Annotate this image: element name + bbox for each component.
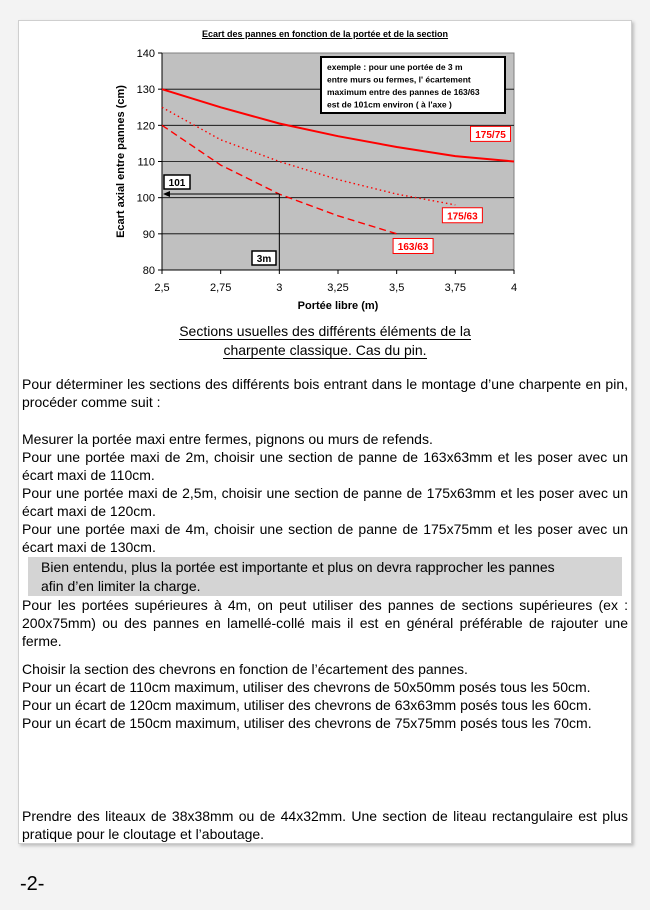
pannes-paragraph-4: Pour une portée maxi de 4m, choisir une section de panne de 175x75mm et les poser avec un écart maxi de 130cm.: [22, 521, 628, 555]
pannes-paragraph-1: Mesurer la portée maxi entre fermes, pignons ou murs de refends.: [22, 431, 433, 447]
caption-line-1: Sections usuelles des différents éléments de la: [179, 323, 471, 339]
x-tick-label: 3,25: [327, 282, 349, 294]
y-marker-label: 101: [168, 178, 186, 189]
x-axis-label: Portée libre (m): [297, 300, 379, 312]
example-note-line: entre murs ou fermes, l' écartement: [327, 74, 471, 85]
y-tick-label: 130: [136, 84, 155, 97]
chevrons-paragraph-4: Pour un écart de 150cm maximum, utiliser des chevrons de 75x75mm posés tous les 70cm.: [22, 715, 592, 731]
pannes-section: [22, 430, 628, 556]
series-label: 163/63: [397, 241, 429, 253]
x-tick-label: 3: [276, 282, 283, 294]
y-tick-label: 110: [137, 156, 155, 169]
x-marker-label: 3m: [256, 254, 272, 265]
liteaux-paragraph: Prendre des liteaux de 38x38mm ou de 44x32mm. Une section de liteau rectangulaire est plus pratique pour le cloutage et l’aboutage.: [22, 808, 628, 842]
y-tick-label: 100: [136, 192, 155, 205]
highlight-note: [28, 557, 622, 596]
intro-paragraph: Pour déterminer les sections des différents bois entrant dans le montage d’une charpente en pin, procéder comme suit :: [22, 376, 628, 410]
pannes-paragraph-2: Pour une portée maxi de 2m, choisir une section de panne de 163x63mm et les poser avec un écart maxi de 110cm.: [22, 449, 628, 483]
chart: [0, 0, 650, 320]
caption-line-2: charpente classique. Cas du pin.: [223, 342, 427, 358]
pannes-paragraph-3: Pour une portée maxi de 2,5m, choisir une section de panne de 175x63mm et les poser avec un écart maxi de 120cm.: [22, 485, 628, 519]
x-tick-label: 3,75: [444, 282, 467, 294]
chevrons-paragraph-1: Choisir la section des chevrons en fonction de l’écartement des pannes.: [22, 661, 468, 677]
x-tick-label: 4: [510, 282, 518, 294]
series-label: 175/75: [475, 129, 506, 141]
chevrons-paragraph-3: Pour un écart de 120cm maximum, utiliser des chevrons de 63x63mm posés tous les 60cm.: [22, 697, 592, 713]
x-tick-label: 3,5: [389, 282, 405, 294]
page-number: -2-: [20, 873, 45, 895]
example-note-line: maximum entre des pannes de 163/63: [327, 87, 480, 97]
highlight-line-2: afin d’en limiter la charge.: [41, 578, 201, 594]
highlight-line-1: Bien entendu, plus la portée est importante et plus on devra rapprocher les pannes: [41, 559, 555, 575]
y-tick-label: 120: [136, 120, 155, 133]
y-tick-label: 90: [142, 228, 155, 241]
series-label: 175/63: [447, 211, 478, 223]
figure-caption: [0, 322, 650, 360]
chevrons-paragraph-2: Pour un écart de 110cm maximum, utiliser des chevrons de 50x50mm posés tous les 50cm.: [22, 679, 591, 695]
example-note-line: exemple : pour une portée de 3 m: [327, 62, 463, 72]
x-tick-label: 2,5: [154, 282, 170, 294]
pannes-paragraph-5: Pour les portées supérieures à 4m, on peut utiliser des pannes de sections supérieures (ex : 200x75mm) ou des pannes en lamellé-collé mais il est en général préférable de rajouter une ferme.: [22, 597, 628, 649]
chevrons-section: [22, 660, 628, 732]
x-tick-label: 2,75: [209, 282, 232, 294]
example-note-line: est de 101cm environ ( à l'axe ): [327, 99, 452, 110]
chart-title: Ecart des pannes en fonction de la portée et de la section: [201, 29, 449, 39]
y-axis-label: Ecart axial entre pannes (cm): [115, 85, 127, 238]
y-tick-label: 140: [136, 48, 155, 60]
y-tick-label: 80: [142, 265, 155, 277]
